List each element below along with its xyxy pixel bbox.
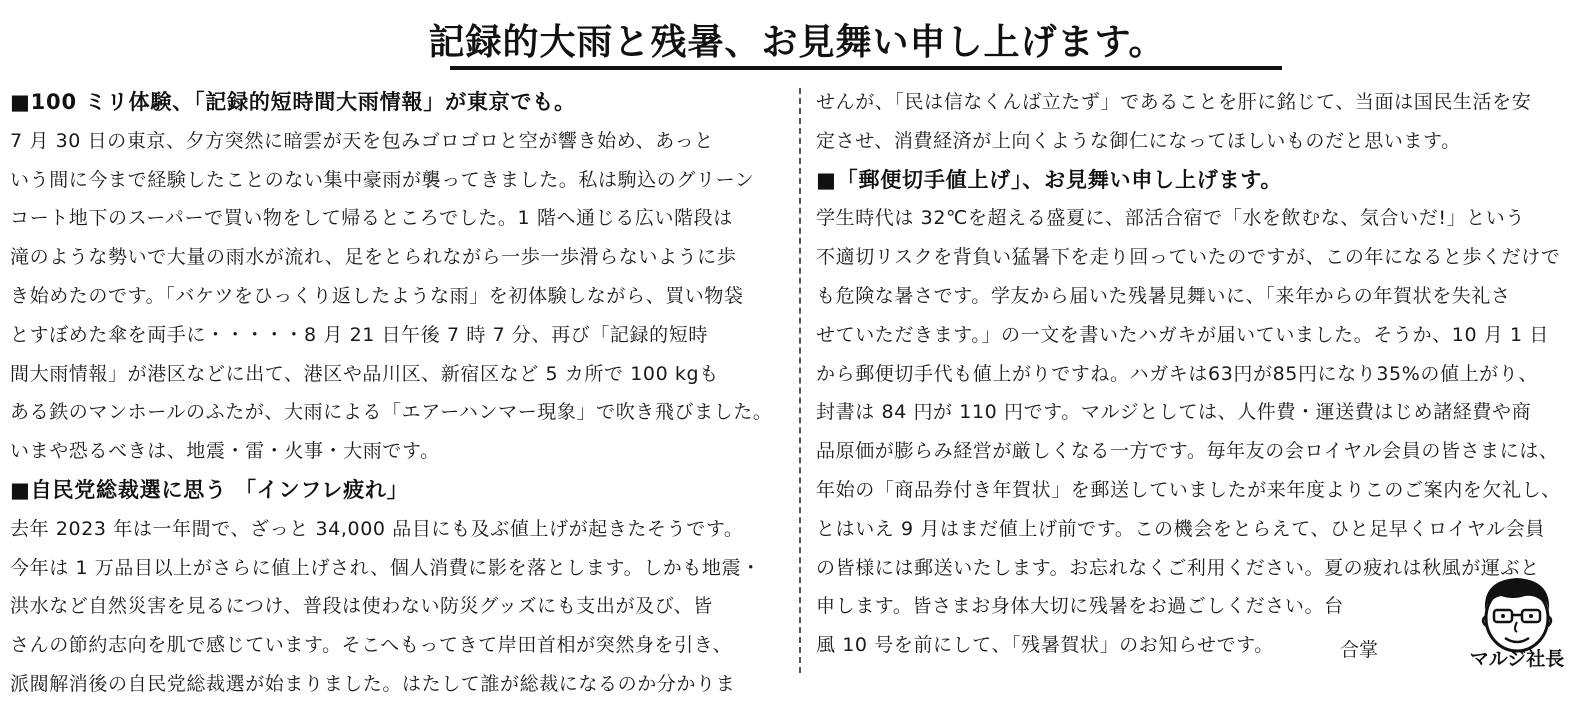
body-text-line: 滝のような勢いで大量の雨水が流れ、足をとられながら一歩一歩滑らないように歩 bbox=[10, 246, 737, 269]
body-text-line: 学生時代は 32℃を超える盛夏に、部活合宿で「水を飲むな、気合いだ!」という bbox=[816, 207, 1525, 230]
body-text-line: 今年は 1 万品目以上がさらに値上げされ、個人消費に影を落とします。しかも地震・ bbox=[10, 556, 761, 579]
body-text-line: 派閥解消後の自民党総裁選が始まりました。はたして誰が総裁になるのか分かりま bbox=[10, 672, 736, 695]
body-text-line: せんが、「民は信なくんば立たず」であることを肝に銘じて、当面は国民生活を安 bbox=[816, 91, 1532, 113]
body-text-line: せていただきます。」の一文を書いたハガキが届いていました。そうか、10 月 1 日 bbox=[816, 323, 1549, 346]
section-heading: ■100 ミリ体験、「記録的短時間大雨情報」が東京でも。 bbox=[10, 90, 576, 114]
body-text-line: さんの節約志向を肌で感じています。そこへもってきて岸田首相が突然身を引き、 bbox=[10, 634, 733, 657]
body-text-line: コート地下のスーパーで買い物をして帰るところでした。1 階へ通じる広い階段は bbox=[10, 207, 733, 230]
body-text-line: 去年 2023 年は一年間で、ざっと 34,000 品目にも及ぶ値上げが起きたそうです。 bbox=[10, 517, 744, 540]
body-text-line: 間大雨情報」が港区などに出て、港区や品川区、新宿区など 5 カ所で 100 kgも bbox=[10, 362, 719, 385]
title-underline bbox=[450, 66, 1282, 70]
body-text-line: 風 10 号を前にして、「残暑賀状」のお知らせです。 bbox=[816, 634, 1274, 657]
left-column bbox=[10, 83, 790, 704]
body-text-line: 7 月 30 日の東京、夕方突然に暗雲が天を包みゴロゴロと空が響き始め、あっと bbox=[10, 129, 714, 152]
body-text-line: 申します。皆さまお身体大切に残暑をお過ごしください。台 bbox=[816, 595, 1344, 618]
body-text-line: とはいえ 9 月はまだ値上げ前です。この機会をとらえて、ひと足早くロイヤル会員 bbox=[816, 517, 1545, 540]
body-text-line: ある鉄のマンホールのふたが、大雨による「エアーハンマー現象」で吹き飛びました。 bbox=[10, 401, 773, 424]
column-divider bbox=[799, 88, 801, 673]
body-text-line: いう間に今まで経験したことのない集中豪雨が襲ってきました。私は駒込のグリーン bbox=[10, 168, 755, 191]
body-text-line: 不適切リスクを背負い猛暑下を走り回っていたのですが、この年になると歩くだけで bbox=[816, 246, 1561, 269]
closing-word: 合掌 bbox=[1340, 639, 1379, 661]
body-text-line: 封書は 84 円が 110 円です。マルジとしては、人件費・運送費はじめ諸経費や商 bbox=[816, 401, 1532, 424]
body-text-line: 品原価が膨らみ経営が厳しくなる一方です。毎年友の会ロイヤル会員の皆さまには、 bbox=[816, 440, 1559, 463]
body-text-line: 定させ、消費経済が上向くような御仁になってほしいものだと思います。 bbox=[816, 129, 1461, 152]
page-title: 記録的大雨と残暑、お見舞い申し上げます。 bbox=[428, 22, 1166, 63]
body-text-line: の皆様には郵送いたします。お忘れなくご利用ください。夏の疲れは秋風が運ぶと bbox=[816, 556, 1540, 579]
body-text-line: 年始の「商品券付き年賀状」を郵送していましたが来年度よりこのご案内を欠礼し、 bbox=[816, 478, 1561, 501]
body-text-line: き始めたのです。「バケツをひっくり返したような雨」を初体験しながら、買い物袋 bbox=[10, 284, 744, 307]
body-text-line: から郵便切手代も値上がりですね。ハガキは63円が85円になり35%の値上がり、 bbox=[816, 362, 1538, 385]
body-text-line: 洪水など自然災害を見るにつけ、普段は使わない防災グッズにも支出が及び、皆 bbox=[10, 595, 713, 618]
body-text-line: も危険な暑さです。学友から届いた残暑見舞いに、「来年からの年賀状を失礼さ bbox=[816, 284, 1511, 307]
signature-caption: マルジ社長 bbox=[1469, 648, 1565, 670]
section-heading: ■自民党総裁選に思う 「インフレ疲れ」 bbox=[10, 477, 409, 502]
body-text-line: いまや恐るべきは、地震・雷・火事・大雨です。 bbox=[10, 440, 440, 463]
section-heading: ■「郵便切手値上げ」、お見舞い申し上げます。 bbox=[816, 167, 1283, 192]
body-text-line: とすぼめた傘を両手に・・・・・8 月 21 日午後 7 時 7 分、再び「記録的短時 bbox=[10, 323, 708, 346]
